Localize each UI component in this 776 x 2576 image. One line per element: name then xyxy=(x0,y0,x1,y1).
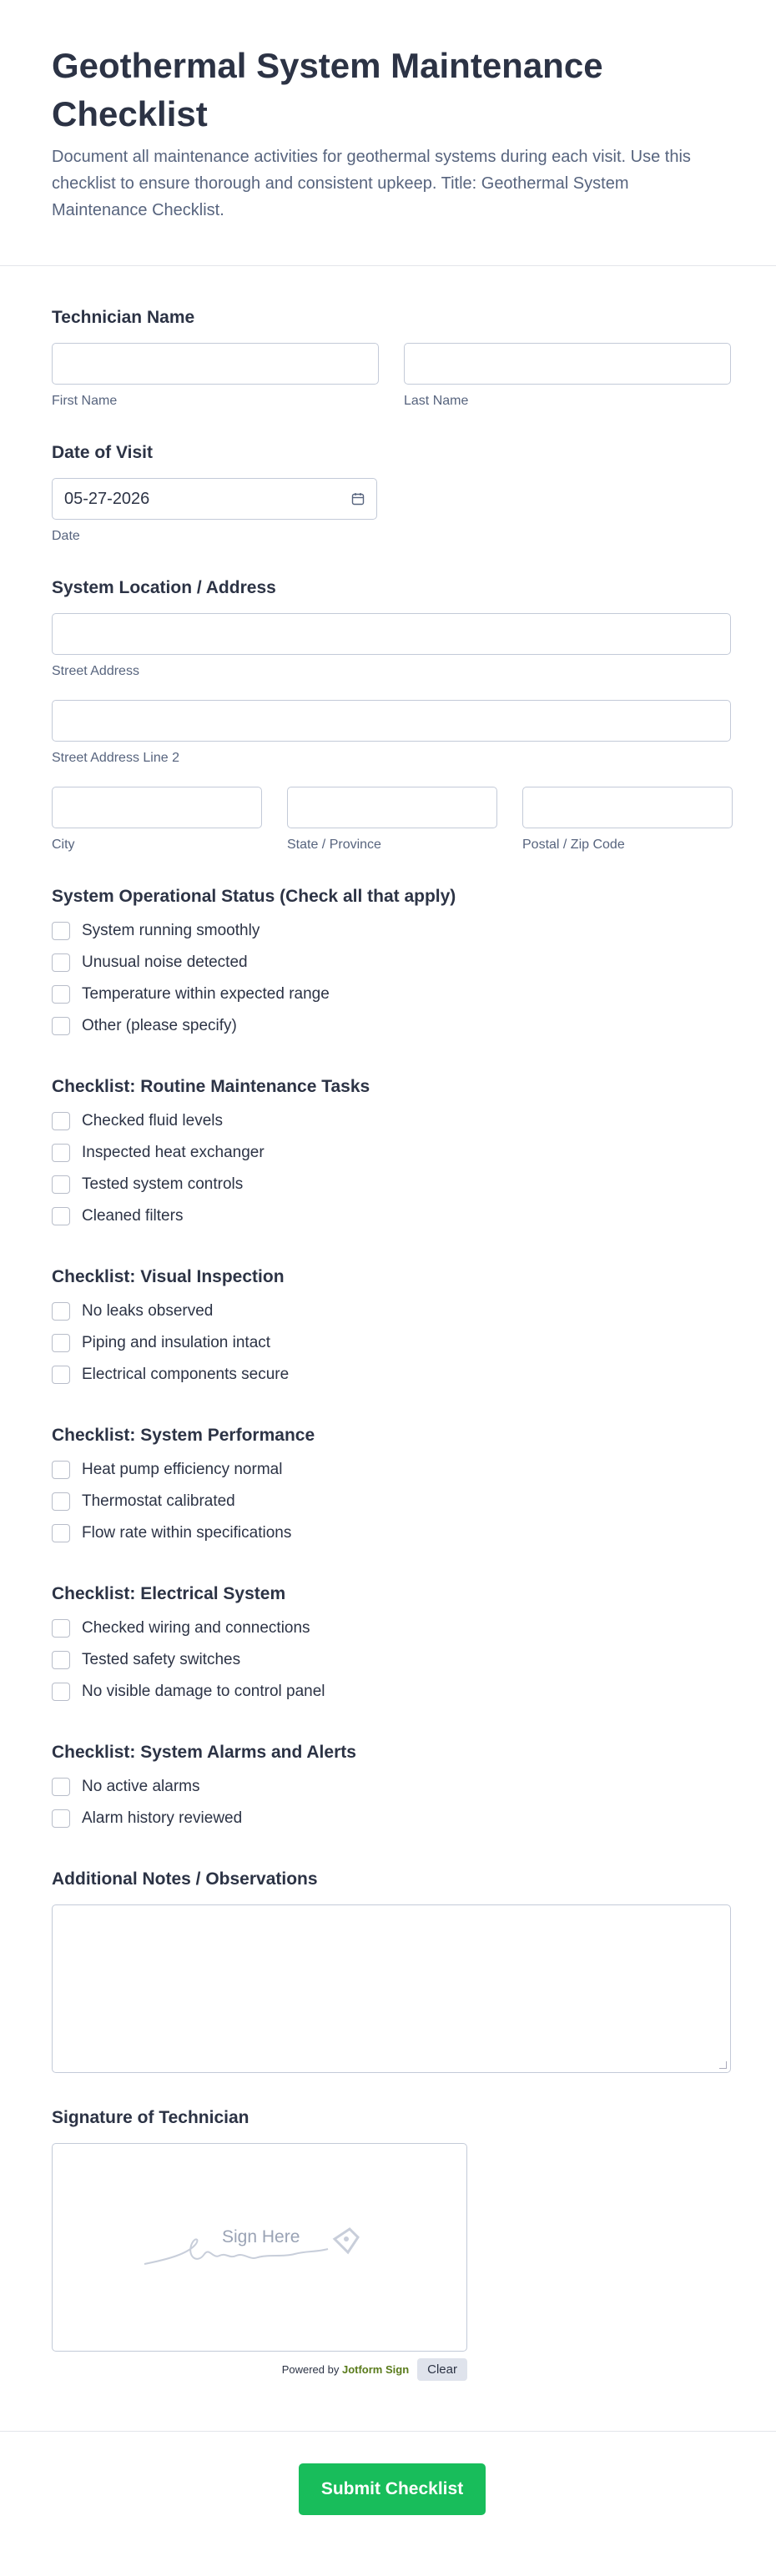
form-title: Geothermal System Maintenance Checklist xyxy=(52,46,603,133)
date-sublabel: Date xyxy=(52,529,80,543)
checkbox-option[interactable] xyxy=(52,979,724,1010)
signature-footer xyxy=(52,2358,467,2381)
visual-section xyxy=(52,1265,724,1391)
street-address-2-sublabel: Street Address Line 2 xyxy=(52,751,179,765)
checkbox-option[interactable] xyxy=(52,1517,724,1549)
powered-brand: Jotform Sign xyxy=(341,2363,410,2376)
street-address-sublabel: Street Address xyxy=(52,664,139,678)
signature-section xyxy=(52,2106,724,2381)
city-input[interactable] xyxy=(52,787,262,828)
first-name-sublabel: First Name xyxy=(52,394,118,408)
checkbox-label: Tested system controls xyxy=(82,1175,244,1193)
checkbox-option[interactable] xyxy=(52,915,724,947)
last-name-sublabel: Last Name xyxy=(404,394,469,408)
notes-section xyxy=(52,1868,724,2073)
routine-section xyxy=(52,1075,724,1232)
form-footer xyxy=(0,2431,776,2553)
checkbox[interactable] xyxy=(52,1017,70,1035)
address-section xyxy=(52,576,724,853)
checkbox-option[interactable] xyxy=(52,1169,724,1200)
technician-name-label: Technician Name xyxy=(52,308,195,327)
notes-label: Additional Notes / Observations xyxy=(52,1869,318,1889)
checkbox-label: Inspected heat exchanger xyxy=(82,1144,265,1161)
state-sublabel: State / Province xyxy=(287,838,381,852)
checkbox[interactable] xyxy=(52,1207,70,1225)
form-body xyxy=(0,266,776,2381)
form-header xyxy=(0,0,776,266)
address-label: System Location / Address xyxy=(52,578,276,597)
checkbox-label: No active alarms xyxy=(82,1778,200,1795)
alarms-label: Checklist: System Alarms and Alerts xyxy=(52,1743,356,1762)
notes-textarea[interactable] xyxy=(52,1904,731,2073)
city-sublabel: City xyxy=(52,838,75,852)
checkbox[interactable] xyxy=(52,1144,70,1162)
checkbox[interactable] xyxy=(52,1524,70,1542)
checkbox-option[interactable] xyxy=(52,1010,724,1042)
checkbox-label: Alarm history reviewed xyxy=(82,1809,243,1827)
submit-button[interactable]: Submit Checklist xyxy=(299,2463,486,2515)
zip-input[interactable] xyxy=(522,787,733,828)
date-input[interactable] xyxy=(52,478,377,520)
checkbox[interactable] xyxy=(52,1461,70,1479)
signature-placeholder: Sign Here xyxy=(222,2227,300,2246)
clear-signature-button[interactable]: Clear xyxy=(417,2358,467,2381)
checkbox[interactable] xyxy=(52,1619,70,1638)
checkbox[interactable] xyxy=(52,922,70,940)
checkbox-option[interactable] xyxy=(52,1803,724,1834)
resize-handle-icon[interactable] xyxy=(719,2061,727,2069)
date-label: Date of Visit xyxy=(52,443,153,462)
performance-label: Checklist: System Performance xyxy=(52,1426,315,1445)
signature-label: Signature of Technician xyxy=(52,2108,249,2127)
checkbox-label: Flow rate within specifications xyxy=(82,1524,292,1542)
checkbox-option[interactable] xyxy=(52,1676,724,1708)
checkbox[interactable] xyxy=(52,1778,70,1796)
checkbox[interactable] xyxy=(52,1809,70,1828)
checkbox-option[interactable] xyxy=(52,1486,724,1517)
checkbox-label: Heat pump efficiency normal xyxy=(82,1461,283,1478)
checkbox-option[interactable] xyxy=(52,1137,724,1169)
performance-section xyxy=(52,1424,724,1549)
street-address-input[interactable] xyxy=(52,613,731,655)
status-label: System Operational Status (Check all that apply) xyxy=(52,887,456,906)
checkbox-label: Tested safety switches xyxy=(82,1651,241,1668)
checkbox-option[interactable] xyxy=(52,1327,724,1359)
checkbox-label: Thermostat calibrated xyxy=(82,1492,235,1510)
checkbox[interactable] xyxy=(52,1302,70,1321)
checkbox-label: Unusual noise detected xyxy=(82,953,248,971)
checkbox-label: System running smoothly xyxy=(82,922,260,939)
powered-prefix: Powered by xyxy=(281,2363,342,2376)
date-value: 05-27-2026 xyxy=(64,489,150,508)
checkbox-option[interactable] xyxy=(52,1359,724,1391)
technician-name-section xyxy=(52,306,724,410)
electrical-label: Checklist: Electrical System xyxy=(52,1584,286,1603)
checkbox[interactable] xyxy=(52,953,70,972)
checkbox-label: Piping and insulation intact xyxy=(82,1334,271,1351)
checkbox-option[interactable] xyxy=(52,1454,724,1486)
zip-sublabel: Postal / Zip Code xyxy=(522,838,625,852)
checkbox[interactable] xyxy=(52,1112,70,1130)
checkbox-option[interactable] xyxy=(52,1644,724,1676)
routine-label: Checklist: Routine Maintenance Tasks xyxy=(52,1077,370,1096)
checkbox-option[interactable] xyxy=(52,1613,724,1644)
visual-label: Checklist: Visual Inspection xyxy=(52,1267,285,1286)
first-name-input[interactable] xyxy=(52,343,379,385)
checkbox-label: Checked fluid levels xyxy=(82,1112,223,1130)
checkbox-option[interactable] xyxy=(52,1296,724,1327)
checkbox[interactable] xyxy=(52,985,70,1004)
signature-pad[interactable] xyxy=(52,2143,467,2352)
checkbox-label: No leaks observed xyxy=(82,1302,214,1320)
street-address-2-input[interactable] xyxy=(52,700,731,742)
checkbox[interactable] xyxy=(52,1683,70,1701)
status-section xyxy=(52,885,724,1042)
checkbox-label: Checked wiring and connections xyxy=(82,1619,310,1637)
checkbox[interactable] xyxy=(52,1334,70,1352)
calendar-icon[interactable] xyxy=(351,492,365,506)
date-section xyxy=(52,441,724,545)
last-name-input[interactable] xyxy=(404,343,731,385)
checkbox-label: No visible damage to control panel xyxy=(82,1683,325,1700)
checkbox-option[interactable] xyxy=(52,1105,724,1137)
form-description: Document all maintenance activities for geothermal systems during each visit. Use this checklist to ensure thorough and consistent upkeep. Title: Geothermal System Maintenance Checklist. xyxy=(52,148,691,219)
checkbox-label: Temperature within expected range xyxy=(82,985,330,1003)
checkbox[interactable] xyxy=(52,1366,70,1384)
checkbox[interactable] xyxy=(52,1492,70,1511)
checkbox[interactable] xyxy=(52,1651,70,1669)
checkbox-option[interactable] xyxy=(52,1771,724,1803)
checkbox-option[interactable] xyxy=(52,947,724,979)
alarms-section xyxy=(52,1741,724,1834)
electrical-section xyxy=(52,1582,724,1708)
checkbox[interactable] xyxy=(52,1175,70,1194)
checkbox-option[interactable] xyxy=(52,1200,724,1232)
state-input[interactable] xyxy=(287,787,497,828)
checkbox-label: Cleaned filters xyxy=(82,1207,184,1225)
powered-by-text xyxy=(282,2363,409,2376)
checkbox-label: Other (please specify) xyxy=(82,1017,237,1034)
checkbox-label: Electrical components secure xyxy=(82,1366,290,1383)
